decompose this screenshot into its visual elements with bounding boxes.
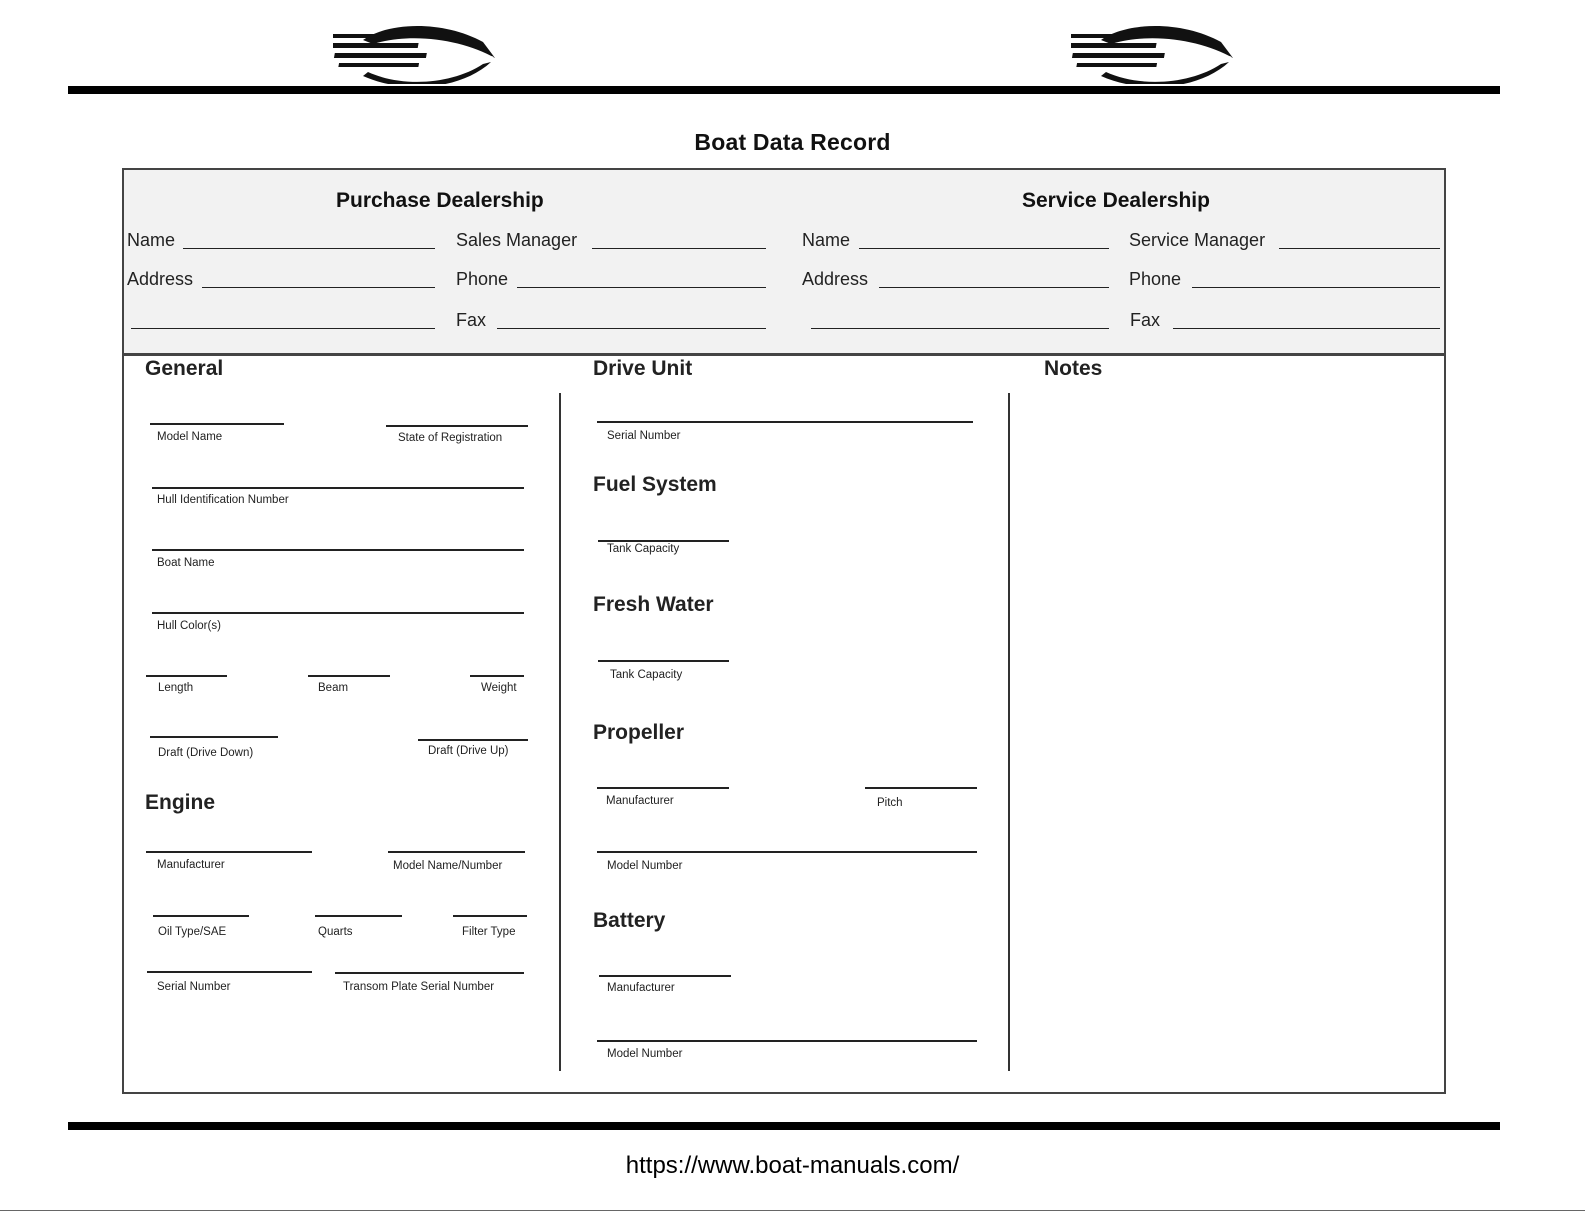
service-address-label: Address (802, 269, 869, 289)
notes-area[interactable] (1016, 395, 1436, 1075)
battery-model-number-label: Model Number (607, 1048, 683, 1060)
propeller-heading: Propeller (593, 721, 685, 744)
engine-serial-number-field[interactable] (147, 971, 312, 973)
length-label: Length (158, 682, 194, 694)
fuel-tank-capacity-field[interactable] (598, 540, 729, 542)
sales-manager-field[interactable] (592, 248, 766, 249)
quarts-field[interactable] (315, 915, 402, 917)
state-of-registration-field[interactable] (386, 425, 528, 427)
battery-heading: Battery (593, 909, 666, 932)
propeller-model-number-label: Model Number (607, 860, 683, 872)
battery-manufacturer-field[interactable] (599, 975, 731, 977)
model-name-field[interactable] (150, 423, 284, 425)
model-name-number-field[interactable] (388, 851, 525, 853)
hull-identification-number-field[interactable] (152, 487, 524, 489)
source-url[interactable]: https://www.boat-manuals.com/ (625, 1152, 960, 1179)
notes-heading: Notes (1044, 357, 1103, 380)
sales-manager-label: Sales Manager (456, 230, 578, 250)
pitch-field[interactable] (865, 787, 977, 789)
fuel-tank-capacity-label: Tank Capacity (607, 543, 680, 555)
purchase-fax-field[interactable] (497, 328, 766, 329)
boat-name-label: Boat Name (157, 557, 215, 569)
draft-drive-up-field[interactable] (418, 739, 528, 741)
purchase-name-label: Name (127, 230, 176, 250)
purchase-dealership-heading: Purchase Dealership (336, 189, 544, 212)
model-name-number-label: Model Name/Number (393, 860, 503, 872)
propeller-model-number-field[interactable] (597, 851, 977, 853)
service-phone-field[interactable] (1192, 287, 1440, 288)
purchase-name-field[interactable] (183, 248, 435, 249)
service-manager-field[interactable] (1279, 248, 1440, 249)
quarts-label: Quarts (318, 926, 353, 938)
oil-type-sae-label: Oil Type/SAE (158, 926, 227, 938)
general-heading: General (145, 357, 224, 380)
service-dealership-heading: Service Dealership (1022, 189, 1210, 212)
hull-identification-number-label: Hull Identification Number (157, 494, 289, 506)
column-divider (559, 393, 561, 1071)
drive-unit-serial-number-field[interactable] (597, 421, 973, 423)
service-name-field[interactable] (859, 248, 1109, 249)
engine-manufacturer-label: Manufacturer (157, 859, 225, 871)
engine-manufacturer-field[interactable] (146, 851, 312, 853)
draft-drive-down-label: Draft (Drive Down) (158, 747, 254, 759)
service-fax-label: Fax (1130, 310, 1161, 330)
propeller-manufacturer-field[interactable] (597, 787, 729, 789)
beam-field[interactable] (308, 675, 390, 677)
fuel-system-heading: Fuel System (593, 473, 717, 496)
service-fax-field[interactable] (1173, 328, 1440, 329)
water-tank-capacity-field[interactable] (598, 660, 729, 662)
engine-serial-number-label: Serial Number (157, 981, 231, 993)
length-field[interactable] (146, 675, 227, 677)
transom-plate-serial-number-label: Transom Plate Serial Number (343, 981, 495, 993)
propeller-manufacturer-label: Manufacturer (606, 795, 674, 807)
water-tank-capacity-label: Tank Capacity (610, 669, 683, 681)
header-rule (68, 86, 1500, 94)
boat-speed-logo-icon (1071, 18, 1236, 84)
draft-drive-down-field[interactable] (150, 736, 278, 738)
purchase-phone-field[interactable] (517, 287, 766, 288)
battery-model-number-field[interactable] (597, 1040, 977, 1042)
footer-rule (68, 1122, 1500, 1130)
weight-label: Weight (481, 682, 517, 694)
state-of-registration-label: State of Registration (398, 432, 503, 444)
service-address-field[interactable] (879, 287, 1109, 288)
filter-type-field[interactable] (453, 915, 527, 917)
weight-field[interactable] (470, 675, 524, 677)
pitch-label: Pitch (877, 797, 903, 809)
purchase-fax-label: Fax (456, 310, 487, 330)
service-address-line2-field[interactable] (811, 328, 1109, 329)
purchase-address-label: Address (127, 269, 194, 289)
engine-heading: Engine (145, 791, 216, 814)
service-manager-label: Service Manager (1129, 230, 1266, 250)
drive-unit-serial-number-label: Serial Number (607, 430, 681, 442)
drive-unit-heading: Drive Unit (593, 357, 693, 380)
purchase-address-field[interactable] (202, 287, 435, 288)
transom-plate-serial-number-field[interactable] (335, 972, 524, 974)
page-bottom-edge (0, 1210, 1585, 1211)
beam-label: Beam (318, 682, 349, 694)
boat-speed-logo-icon (333, 18, 498, 84)
column-divider (1008, 393, 1010, 1071)
model-name-label: Model Name (157, 431, 223, 443)
hull-colors-label: Hull Color(s) (157, 620, 221, 632)
oil-type-sae-field[interactable] (153, 915, 249, 917)
purchase-address-line2-field[interactable] (131, 328, 435, 329)
service-name-label: Name (802, 230, 851, 250)
fresh-water-heading: Fresh Water (593, 593, 714, 616)
draft-drive-up-label: Draft (Drive Up) (428, 745, 509, 757)
filter-type-label: Filter Type (462, 926, 516, 938)
purchase-phone-label: Phone (456, 269, 509, 289)
battery-manufacturer-label: Manufacturer (607, 982, 675, 994)
hull-colors-field[interactable] (152, 612, 524, 614)
boat-name-field[interactable] (152, 549, 524, 551)
document-title: Boat Data Record (694, 129, 891, 155)
service-phone-label: Phone (1129, 269, 1182, 289)
